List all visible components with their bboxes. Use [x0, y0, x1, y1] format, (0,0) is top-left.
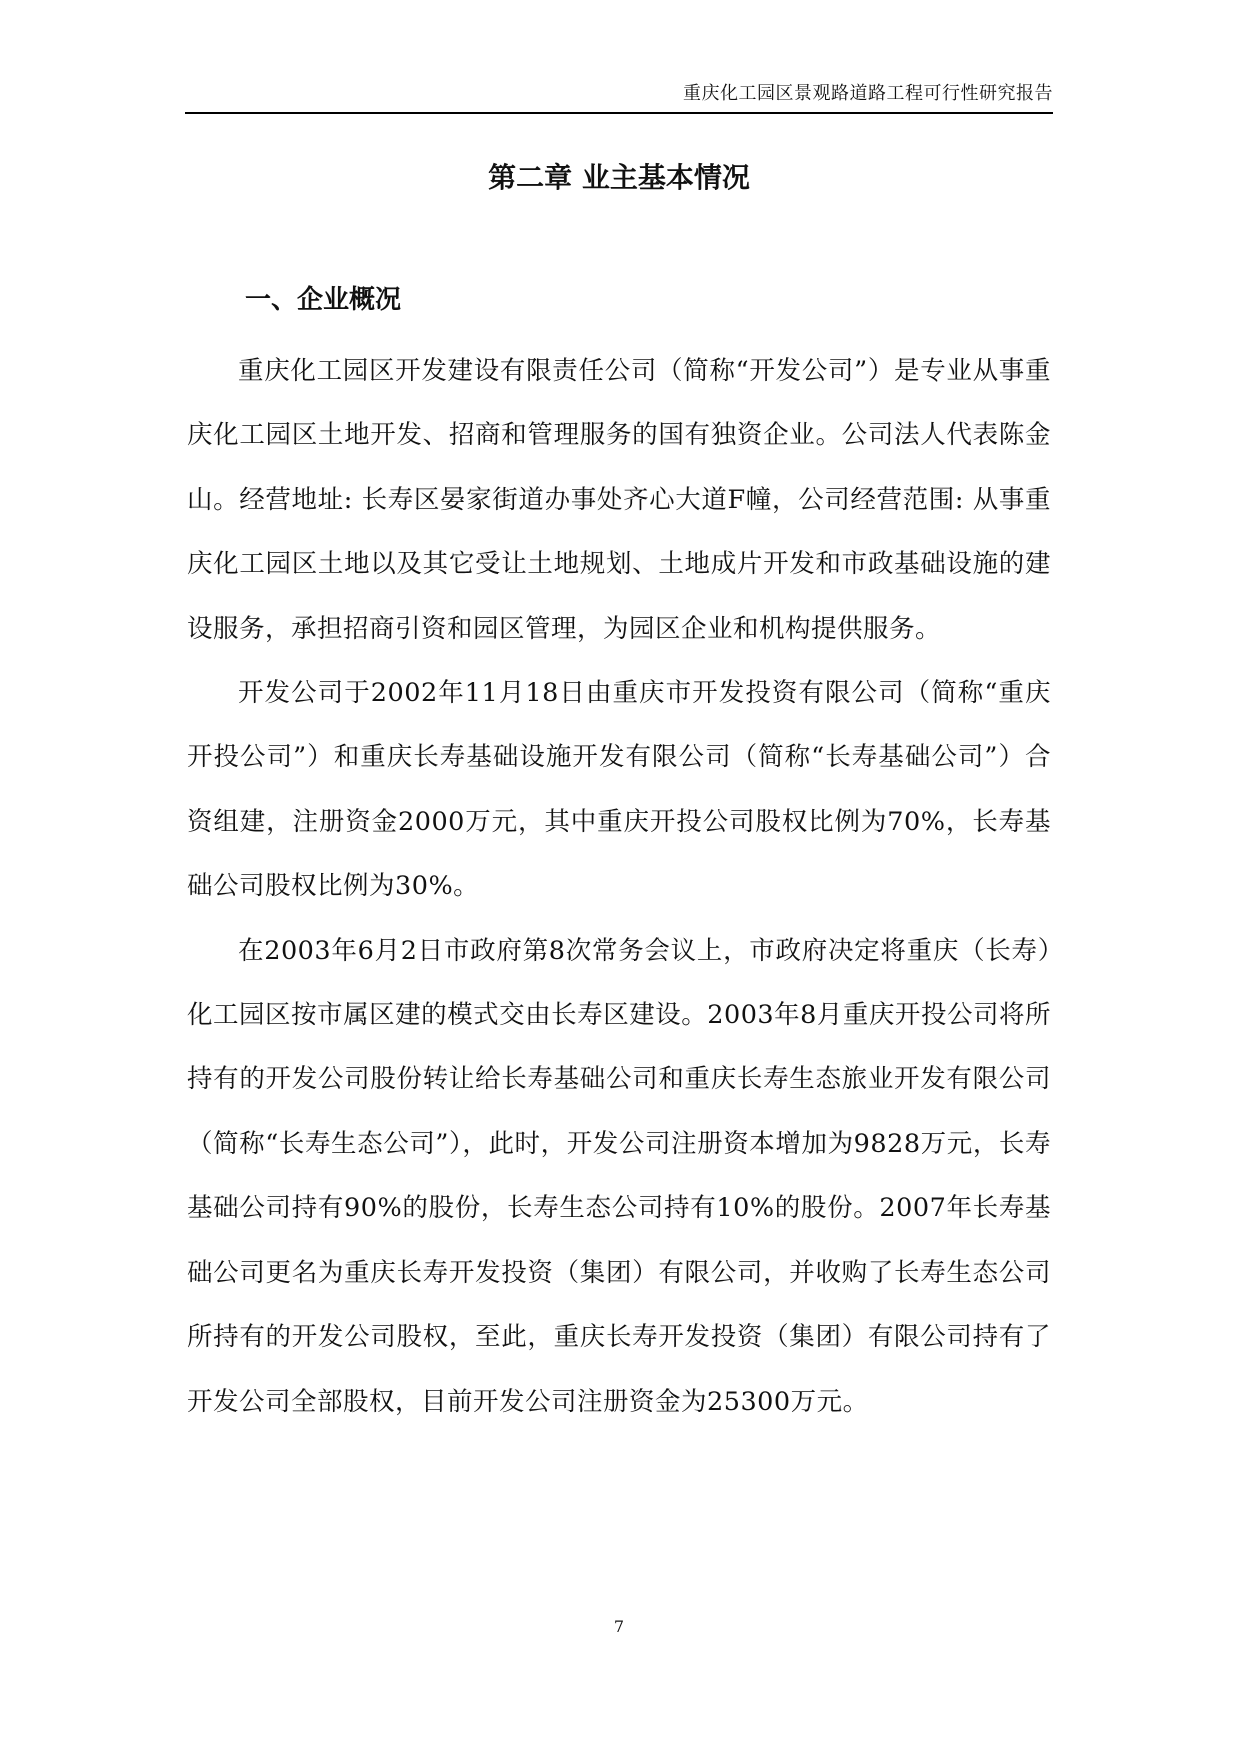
header-divider [185, 112, 1053, 114]
page-number: 7 [613, 1617, 625, 1636]
chapter-title: 第二章 业主基本情况 [488, 161, 750, 194]
section-heading: 一、企业概况 [245, 285, 402, 315]
paragraph-founding: 开发公司于2002年11月18日由重庆市开发投资有限公司（简称“重庆开投公司”）和重庆长寿基础设施开发有限公司（简称“长寿基础公司”）合资组建，注册资金2000万元，其中重庆开投公司股权比例为70%，长寿基础公司股权比例为30%。 [187, 678, 1051, 902]
paragraph-ownership-history: 在2003年6月2日市政府第8次常务会议上，市政府决定将重庆（长寿）化工园区按市属区建的模式交由长寿区建设。2003年8月重庆开投公司将所持有的开发公司股份转让给长寿基础公司和重庆长寿生态旅业开发有限公司（简称“长寿生态公司”），此时，开发公司注册资本增加为9828万元，长寿基础公司持有90%的股份，长寿生态公司持有10%的股份。2007年长寿基础公司更名为重庆长寿开发投资（集团）有限公司，并收购了长寿生态公司所持有的开发公司股权，至此，重庆长寿开发投资（集团）有限公司持有了开发公司全部股权，目前开发公司注册资金为25300万元。 [187, 935, 1051, 1417]
running-header: 重庆化工园区景观路道路工程可行性研究报告 [683, 83, 1053, 104]
body-text [187, 339, 1051, 1434]
paragraph-company-overview: 重庆化工园区开发建设有限责任公司（简称“开发公司”）是专业从事重庆化工园区土地开发、招商和管理服务的国有独资企业。公司法人代表陈金山。经营地址: 长寿区晏家街道办事处齐心大道F幢，公司经营范围: 从事重庆化工园区土地以及其它受让土地规划、土地成片开发和市政基础设施的建设服务，承担招商引资和园区管理，为园区企业和机构提供服务。 [187, 356, 1051, 644]
